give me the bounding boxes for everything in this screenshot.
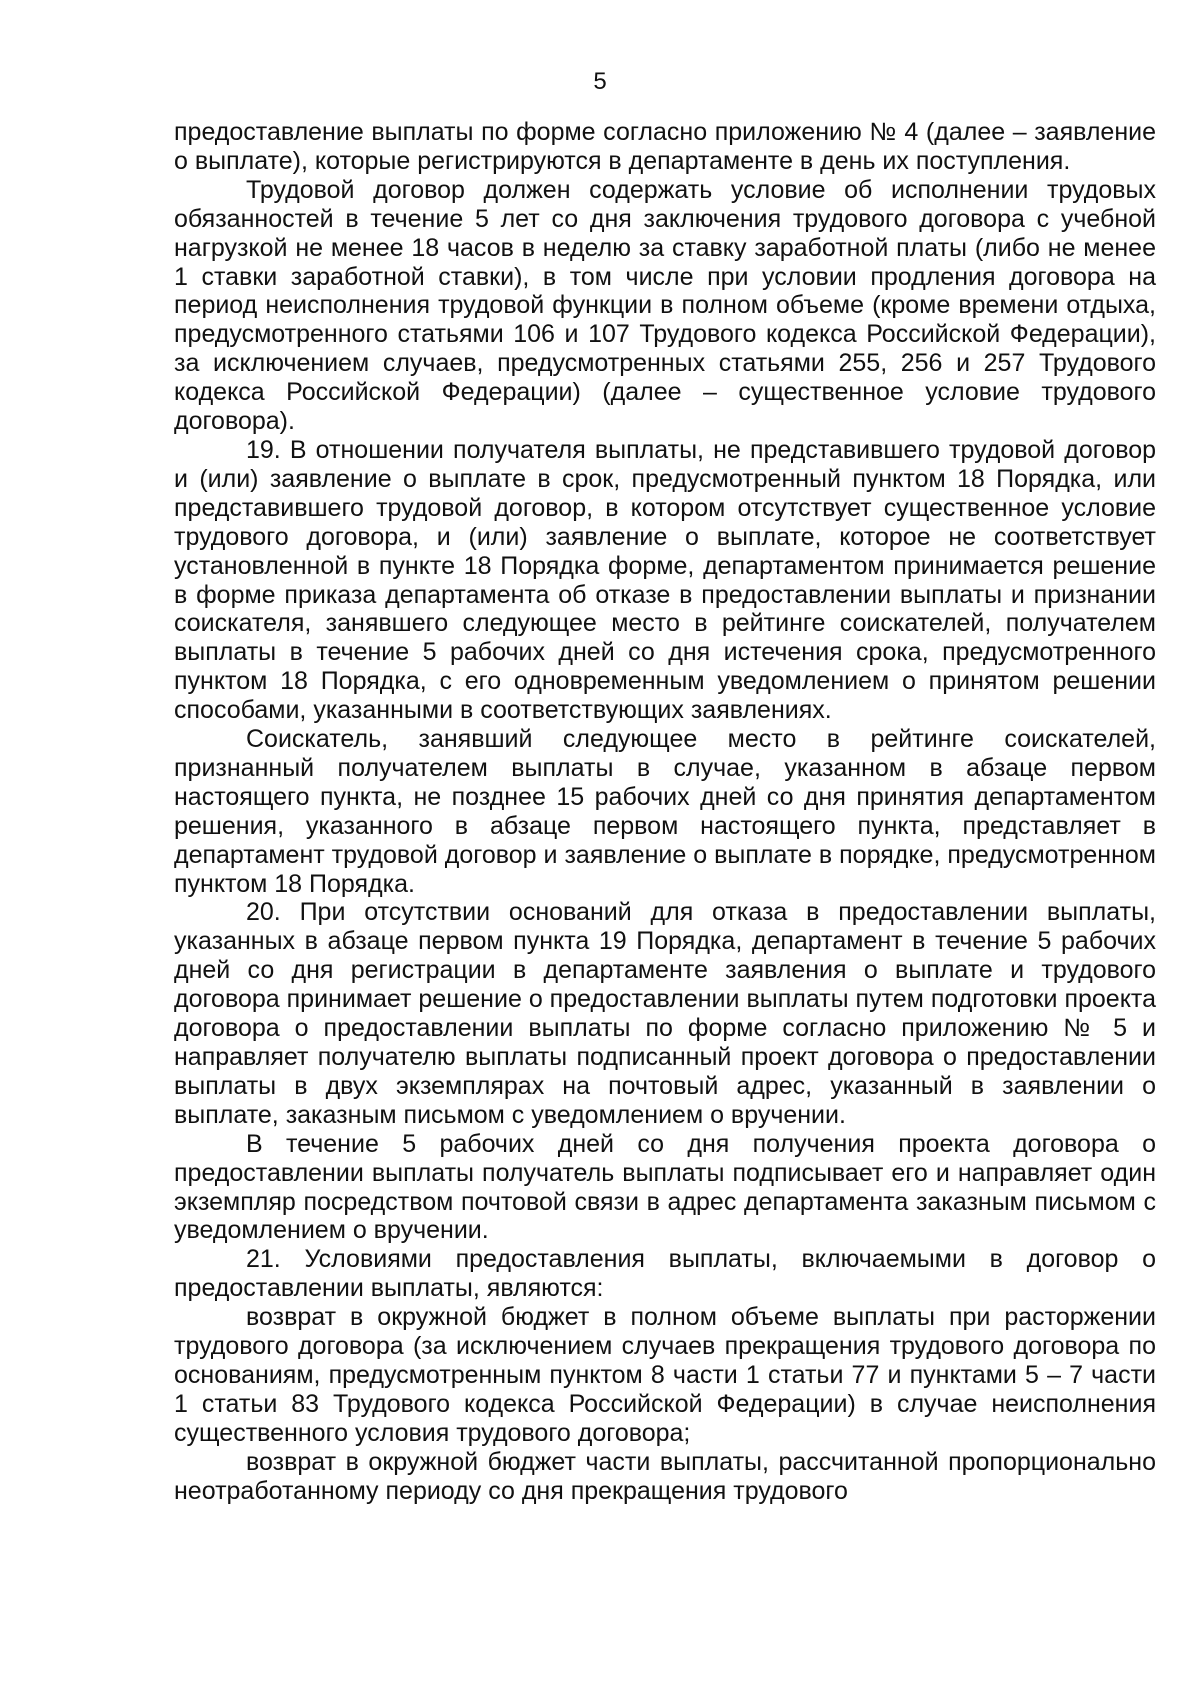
paragraph-applicant-next-place: Соискатель, занявший следующее место в рейтинге соискателей, признанный получателем выплаты в случае, указанном в абзаце первом настоящего пункта, не позднее 15 рабочих дней со дня принятия департаментом решения, указанного в абзаце первом настоящего пункта, представляет в департамент трудовой договор и заявление о выплате в порядке, предусмотренном пунктом 18 Порядка. bbox=[174, 725, 1156, 898]
page-number: 5 bbox=[593, 68, 607, 95]
paragraph-item-21: 21. Условиями предоставления выплаты, включаемыми в договор о предоставлении выплаты, являются: bbox=[174, 1245, 1156, 1303]
paragraph-full-refund-condition: возврат в окружной бюджет в полном объеме выплаты при расторжении трудового договора (за исключением случаев прекращения трудового договора по основаниям, предусмотренным пунктом 8 части 1 статьи 77 и пунктами 5 – 7 части 1 статьи 83 Трудового кодекса Российской Федерации) в случае неисполнения существенного условия трудового договора; bbox=[174, 1303, 1156, 1447]
paragraph-continuation: предоставление выплаты по форме согласно приложению № 4 (далее – заявление о выплате), которые регистрируются в департаменте в день их поступления. bbox=[174, 118, 1156, 175]
paragraph-item-19: 19. В отношении получателя выплаты, не представившего трудовой договор и (или) заявление о выплате в срок, предусмотренный пунктом 18 Порядка, или представившего трудовой договор, в котором отсутствует существенное условие трудового договора, и (или) заявление о выплате, которое не соответствует установленной в пункте 18 Порядка форме, департаментом принимается решение в форме приказа департамента об отказе в предоставлении выплаты и признании соискателя, занявшего следующее место в рейтинге соискателей, получателем выплаты в течение 5 рабочих дней со дня истечения срока, предусмотренного пунктом 18 Порядка, с его одновременным уведомлением о принятом решении способами, указанными в соответствующих заявлениях. bbox=[174, 435, 1156, 725]
paragraph-item-20: 20. При отсутствии оснований для отказа в предоставлении выплаты, указанных в абзаце первом пункта 19 Порядка, департамент в течение 5 рабочих дней со дня регистрации в департаменте заявления о выплате и трудового договора принимает решение о предоставлении выплаты путем подготовки проекта договора о предоставлении выплаты по форме согласно приложению № 5 и направляет получателю выплаты подписанный проект договора о предоставлении выплаты в двух экземплярах на почтовый адрес, указанный в заявлении о выплате, заказным письмом с уведомлением о вручении. bbox=[174, 898, 1156, 1129]
document-text bbox=[174, 118, 1156, 1506]
paragraph-labor-contract-condition: Трудовой договор должен содержать условие об исполнении трудовых обязанностей в течение 5 лет со дня заключения трудового договора с учебной нагрузкой не менее 18 часов в неделю за ставку заработной платы (либо не менее 1 ставки заработной ставки), в том числе при условии продления договора на период неисполнения трудовой функции в полном объеме (кроме времени отдыха, предусмотренного статьями 106 и 107 Трудового кодекса Российской Федерации), за исключением случаев, предусмотренных статьями 255, 256 и 257 Трудового кодекса Российской Федерации) (далее – существенное условие трудового договора). bbox=[174, 175, 1156, 436]
paragraph-partial-refund-condition: возврат в окружной бюджет части выплаты, рассчитанной пропорционально неотработанному периоду со дня прекращения трудового bbox=[174, 1447, 1156, 1505]
paragraph-signing-term: В течение 5 рабочих дней со дня получения проекта договора о предоставлении выплаты получатель выплаты подписывает его и направляет один экземпляр посредством почтовой связи в адрес департамента заказным письмом с уведомлением о вручении. bbox=[174, 1129, 1156, 1245]
